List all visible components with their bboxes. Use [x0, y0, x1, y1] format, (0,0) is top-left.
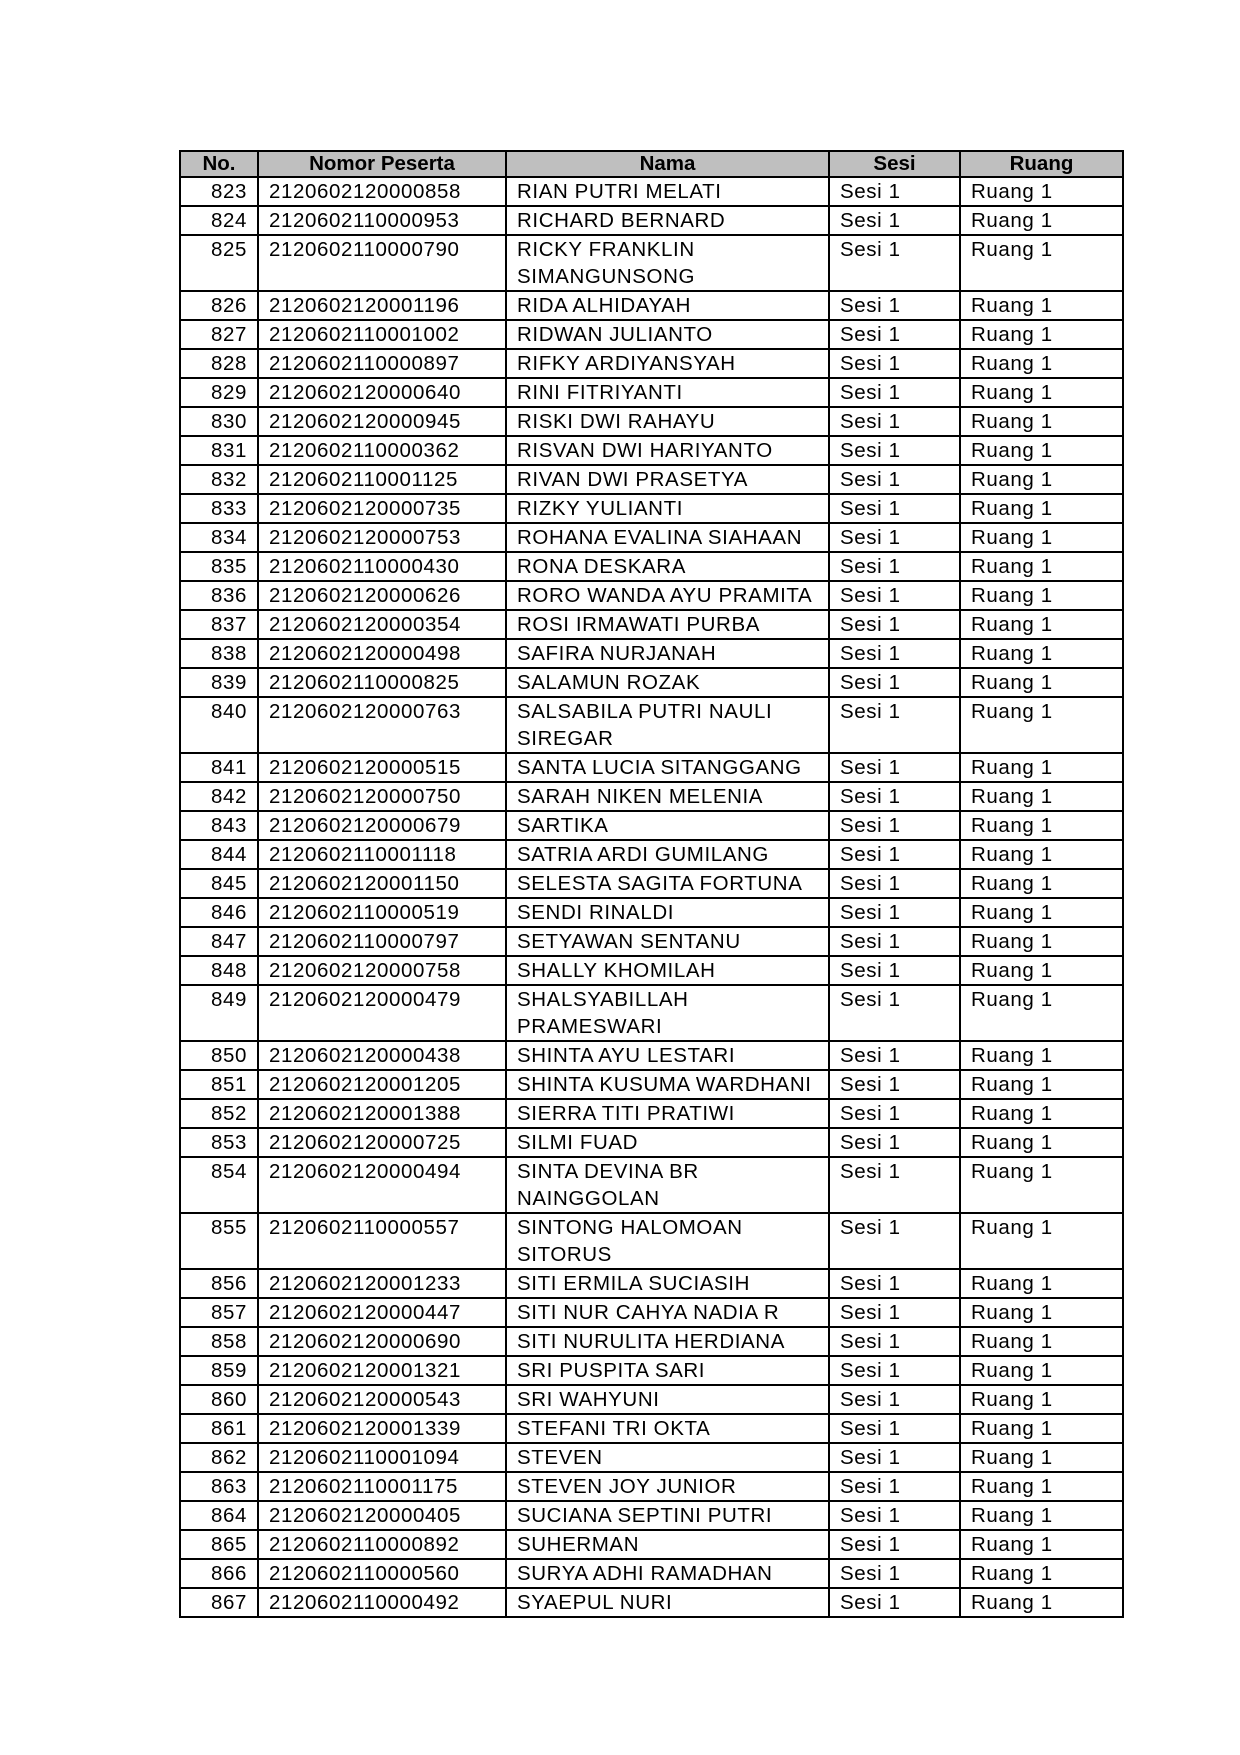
- cell-ruang: Ruang 1: [960, 610, 1123, 639]
- cell-nomor-peserta: 2120602120000640: [258, 378, 506, 407]
- cell-nama: SHALLY KHOMILAH: [506, 956, 829, 985]
- table-row: [180, 1472, 1123, 1501]
- cell-sesi: Sesi 1: [829, 1099, 960, 1128]
- cell-no: 860: [180, 1385, 258, 1414]
- cell-nomor-peserta: 2120602110000557: [258, 1213, 506, 1269]
- cell-sesi: Sesi 1: [829, 1128, 960, 1157]
- cell-ruang: Ruang 1: [960, 1501, 1123, 1530]
- cell-nama: RINI FITRIYANTI: [506, 378, 829, 407]
- cell-no: 844: [180, 840, 258, 869]
- cell-nama: SHINTA AYU LESTARI: [506, 1041, 829, 1070]
- cell-nama: SALSABILA PUTRI NAULI SIREGAR: [506, 697, 829, 753]
- cell-no: 827: [180, 320, 258, 349]
- table-row: [180, 1070, 1123, 1099]
- cell-no: 833: [180, 494, 258, 523]
- cell-sesi: Sesi 1: [829, 1443, 960, 1472]
- cell-no: 862: [180, 1443, 258, 1472]
- cell-sesi: Sesi 1: [829, 697, 960, 753]
- cell-no: 834: [180, 523, 258, 552]
- cell-ruang: Ruang 1: [960, 782, 1123, 811]
- cell-sesi: Sesi 1: [829, 1157, 960, 1213]
- cell-ruang: Ruang 1: [960, 869, 1123, 898]
- table-row: [180, 753, 1123, 782]
- cell-ruang: Ruang 1: [960, 1298, 1123, 1327]
- table-row: [180, 206, 1123, 235]
- table-row: [180, 1356, 1123, 1385]
- table-row: [180, 1269, 1123, 1298]
- table-row: [180, 697, 1123, 753]
- cell-no: 838: [180, 639, 258, 668]
- cell-ruang: Ruang 1: [960, 1530, 1123, 1559]
- cell-nomor-peserta: 2120602120001205: [258, 1070, 506, 1099]
- cell-nomor-peserta: 2120602120000750: [258, 782, 506, 811]
- cell-nomor-peserta: 2120602110000790: [258, 235, 506, 291]
- cell-nomor-peserta: 2120602120001196: [258, 291, 506, 320]
- cell-ruang: Ruang 1: [960, 1041, 1123, 1070]
- cell-sesi: Sesi 1: [829, 1041, 960, 1070]
- cell-nomor-peserta: 2120602110000897: [258, 349, 506, 378]
- cell-nomor-peserta: 2120602110000892: [258, 1530, 506, 1559]
- table-header: [180, 151, 1123, 177]
- cell-nama: SURYA ADHI RAMADHAN: [506, 1559, 829, 1588]
- cell-ruang: Ruang 1: [960, 581, 1123, 610]
- cell-nama: SILMI FUAD: [506, 1128, 829, 1157]
- cell-nama: SETYAWAN SENTANU: [506, 927, 829, 956]
- cell-nomor-peserta: 2120602120000438: [258, 1041, 506, 1070]
- table-row: [180, 1588, 1123, 1617]
- cell-nama: SIERRA TITI PRATIWI: [506, 1099, 829, 1128]
- cell-sesi: Sesi 1: [829, 668, 960, 697]
- cell-sesi: Sesi 1: [829, 1327, 960, 1356]
- cell-nama: STEVEN: [506, 1443, 829, 1472]
- cell-nama: SITI NUR CAHYA NADIA R: [506, 1298, 829, 1327]
- cell-ruang: Ruang 1: [960, 177, 1123, 206]
- cell-ruang: Ruang 1: [960, 1213, 1123, 1269]
- table-row: [180, 610, 1123, 639]
- cell-ruang: Ruang 1: [960, 1269, 1123, 1298]
- cell-ruang: Ruang 1: [960, 668, 1123, 697]
- cell-sesi: Sesi 1: [829, 1559, 960, 1588]
- cell-ruang: Ruang 1: [960, 956, 1123, 985]
- cell-nama: RIFKY ARDIYANSYAH: [506, 349, 829, 378]
- table-row: [180, 1327, 1123, 1356]
- cell-nomor-peserta: 2120602120000753: [258, 523, 506, 552]
- cell-ruang: Ruang 1: [960, 1414, 1123, 1443]
- header-sesi: Sesi: [829, 151, 960, 177]
- cell-sesi: Sesi 1: [829, 610, 960, 639]
- cell-no: 832: [180, 465, 258, 494]
- cell-no: 829: [180, 378, 258, 407]
- cell-no: 824: [180, 206, 258, 235]
- cell-nomor-peserta: 2120602110001118: [258, 840, 506, 869]
- cell-nama: SITI ERMILA SUCIASIH: [506, 1269, 829, 1298]
- cell-sesi: Sesi 1: [829, 1385, 960, 1414]
- cell-ruang: Ruang 1: [960, 349, 1123, 378]
- table-row: [180, 1041, 1123, 1070]
- cell-sesi: Sesi 1: [829, 869, 960, 898]
- cell-sesi: Sesi 1: [829, 811, 960, 840]
- cell-ruang: Ruang 1: [960, 407, 1123, 436]
- cell-no: 850: [180, 1041, 258, 1070]
- table-row: [180, 668, 1123, 697]
- cell-no: 864: [180, 1501, 258, 1530]
- cell-sesi: Sesi 1: [829, 523, 960, 552]
- cell-nama: SHALSYABILLAH PRAMESWARI: [506, 985, 829, 1041]
- header-no: No.: [180, 151, 258, 177]
- cell-sesi: Sesi 1: [829, 1269, 960, 1298]
- cell-no: 837: [180, 610, 258, 639]
- cell-nama: SELESTA SAGITA FORTUNA: [506, 869, 829, 898]
- cell-nama: SINTA DEVINA BR NAINGGOLAN: [506, 1157, 829, 1213]
- cell-sesi: Sesi 1: [829, 956, 960, 985]
- cell-no: 846: [180, 898, 258, 927]
- cell-no: 843: [180, 811, 258, 840]
- cell-sesi: Sesi 1: [829, 1356, 960, 1385]
- cell-no: 845: [180, 869, 258, 898]
- table-row: [180, 1298, 1123, 1327]
- cell-ruang: Ruang 1: [960, 1588, 1123, 1617]
- cell-nomor-peserta: 2120602120000945: [258, 407, 506, 436]
- cell-sesi: Sesi 1: [829, 177, 960, 206]
- header-nomor-peserta: Nomor Peserta: [258, 151, 506, 177]
- table-row: [180, 1414, 1123, 1443]
- cell-sesi: Sesi 1: [829, 1213, 960, 1269]
- cell-nama: SRI PUSPITA SARI: [506, 1356, 829, 1385]
- cell-ruang: Ruang 1: [960, 1443, 1123, 1472]
- table-row: [180, 465, 1123, 494]
- cell-sesi: Sesi 1: [829, 465, 960, 494]
- cell-nama: STEVEN JOY JUNIOR: [506, 1472, 829, 1501]
- cell-ruang: Ruang 1: [960, 753, 1123, 782]
- header-row: [180, 151, 1123, 177]
- cell-nama: RICHARD BERNARD: [506, 206, 829, 235]
- cell-nomor-peserta: 2120602110001175: [258, 1472, 506, 1501]
- cell-no: 856: [180, 1269, 258, 1298]
- cell-nama: RIDA ALHIDAYAH: [506, 291, 829, 320]
- cell-ruang: Ruang 1: [960, 1385, 1123, 1414]
- cell-nomor-peserta: 2120602110001094: [258, 1443, 506, 1472]
- cell-nama: SARAH NIKEN MELENIA: [506, 782, 829, 811]
- table-row: [180, 840, 1123, 869]
- cell-ruang: Ruang 1: [960, 1327, 1123, 1356]
- cell-nomor-peserta: 2120602120000690: [258, 1327, 506, 1356]
- cell-nomor-peserta: 2120602120000725: [258, 1128, 506, 1157]
- cell-nomor-peserta: 2120602120000679: [258, 811, 506, 840]
- cell-nomor-peserta: 2120602120001233: [258, 1269, 506, 1298]
- cell-ruang: Ruang 1: [960, 465, 1123, 494]
- cell-nomor-peserta: 2120602110000825: [258, 668, 506, 697]
- cell-no: 830: [180, 407, 258, 436]
- cell-ruang: Ruang 1: [960, 639, 1123, 668]
- cell-ruang: Ruang 1: [960, 840, 1123, 869]
- table-row: [180, 639, 1123, 668]
- cell-nomor-peserta: 2120602120000405: [258, 1501, 506, 1530]
- table-row: [180, 436, 1123, 465]
- cell-nomor-peserta: 2120602120000858: [258, 177, 506, 206]
- cell-nama: RICKY FRANKLIN SIMANGUNSONG: [506, 235, 829, 291]
- cell-no: 855: [180, 1213, 258, 1269]
- table-row: [180, 898, 1123, 927]
- table-row: [180, 320, 1123, 349]
- cell-nama: SAFIRA NURJANAH: [506, 639, 829, 668]
- cell-sesi: Sesi 1: [829, 840, 960, 869]
- table-row: [180, 291, 1123, 320]
- cell-no: 842: [180, 782, 258, 811]
- cell-nama: SARTIKA: [506, 811, 829, 840]
- cell-nomor-peserta: 2120602110000797: [258, 927, 506, 956]
- cell-nomor-peserta: 2120602110000953: [258, 206, 506, 235]
- cell-nomor-peserta: 2120602120000543: [258, 1385, 506, 1414]
- table-row: [180, 782, 1123, 811]
- cell-no: 847: [180, 927, 258, 956]
- table-row: [180, 1501, 1123, 1530]
- cell-nomor-peserta: 2120602110001125: [258, 465, 506, 494]
- cell-ruang: Ruang 1: [960, 985, 1123, 1041]
- table-row: [180, 1128, 1123, 1157]
- cell-no: 835: [180, 552, 258, 581]
- cell-ruang: Ruang 1: [960, 1157, 1123, 1213]
- cell-no: 853: [180, 1128, 258, 1157]
- cell-sesi: Sesi 1: [829, 436, 960, 465]
- table-row: [180, 177, 1123, 206]
- header-ruang: Ruang: [960, 151, 1123, 177]
- cell-nama: RONA DESKARA: [506, 552, 829, 581]
- cell-nama: RIZKY YULIANTI: [506, 494, 829, 523]
- cell-nama: STEFANI TRI OKTA: [506, 1414, 829, 1443]
- table-row: [180, 1385, 1123, 1414]
- cell-nama: RIVAN DWI PRASETYA: [506, 465, 829, 494]
- cell-sesi: Sesi 1: [829, 349, 960, 378]
- cell-ruang: Ruang 1: [960, 1070, 1123, 1099]
- cell-nomor-peserta: 2120602120000735: [258, 494, 506, 523]
- cell-nama: RIDWAN JULIANTO: [506, 320, 829, 349]
- cell-nomor-peserta: 2120602120000494: [258, 1157, 506, 1213]
- cell-sesi: Sesi 1: [829, 927, 960, 956]
- cell-nomor-peserta: 2120602120000515: [258, 753, 506, 782]
- cell-no: 840: [180, 697, 258, 753]
- cell-sesi: Sesi 1: [829, 235, 960, 291]
- table-row: [180, 811, 1123, 840]
- cell-nama: SITI NURULITA HERDIANA: [506, 1327, 829, 1356]
- cell-sesi: Sesi 1: [829, 1414, 960, 1443]
- cell-ruang: Ruang 1: [960, 1472, 1123, 1501]
- cell-nama: RISKI DWI RAHAYU: [506, 407, 829, 436]
- cell-sesi: Sesi 1: [829, 1530, 960, 1559]
- cell-nomor-peserta: 2120602120000763: [258, 697, 506, 753]
- table-row: [180, 1099, 1123, 1128]
- cell-nomor-peserta: 2120602120001339: [258, 1414, 506, 1443]
- cell-sesi: Sesi 1: [829, 320, 960, 349]
- cell-no: 848: [180, 956, 258, 985]
- cell-no: 836: [180, 581, 258, 610]
- cell-nama: ROSI IRMAWATI PURBA: [506, 610, 829, 639]
- cell-no: 825: [180, 235, 258, 291]
- table-row: [180, 1157, 1123, 1213]
- cell-ruang: Ruang 1: [960, 378, 1123, 407]
- cell-no: 823: [180, 177, 258, 206]
- cell-ruang: Ruang 1: [960, 320, 1123, 349]
- cell-ruang: Ruang 1: [960, 1128, 1123, 1157]
- cell-nomor-peserta: 2120602110000362: [258, 436, 506, 465]
- cell-ruang: Ruang 1: [960, 552, 1123, 581]
- cell-nama: RISVAN DWI HARIYANTO: [506, 436, 829, 465]
- cell-no: 826: [180, 291, 258, 320]
- cell-no: 857: [180, 1298, 258, 1327]
- cell-sesi: Sesi 1: [829, 1298, 960, 1327]
- table-row: [180, 985, 1123, 1041]
- cell-nomor-peserta: 2120602120000447: [258, 1298, 506, 1327]
- cell-ruang: Ruang 1: [960, 927, 1123, 956]
- cell-sesi: Sesi 1: [829, 552, 960, 581]
- cell-ruang: Ruang 1: [960, 1356, 1123, 1385]
- cell-no: 839: [180, 668, 258, 697]
- cell-nama: SINTONG HALOMOAN SITORUS: [506, 1213, 829, 1269]
- table-row: [180, 927, 1123, 956]
- cell-nama: SENDI RINALDI: [506, 898, 829, 927]
- participant-table: [179, 150, 1124, 1618]
- cell-ruang: Ruang 1: [960, 436, 1123, 465]
- cell-nama: SHINTA KUSUMA WARDHANI: [506, 1070, 829, 1099]
- cell-nama: SUHERMAN: [506, 1530, 829, 1559]
- cell-nama: SRI WAHYUNI: [506, 1385, 829, 1414]
- cell-sesi: Sesi 1: [829, 407, 960, 436]
- cell-ruang: Ruang 1: [960, 898, 1123, 927]
- cell-nama: SALAMUN ROZAK: [506, 668, 829, 697]
- cell-ruang: Ruang 1: [960, 1559, 1123, 1588]
- table-row: [180, 552, 1123, 581]
- cell-no: 831: [180, 436, 258, 465]
- cell-no: 866: [180, 1559, 258, 1588]
- cell-nama: RIAN PUTRI MELATI: [506, 177, 829, 206]
- table-row: [180, 1213, 1123, 1269]
- cell-nama: SUCIANA SEPTINI PUTRI: [506, 1501, 829, 1530]
- cell-nomor-peserta: 2120602110001002: [258, 320, 506, 349]
- cell-no: 867: [180, 1588, 258, 1617]
- table-row: [180, 581, 1123, 610]
- cell-nama: ROHANA EVALINA SIAHAAN: [506, 523, 829, 552]
- cell-nomor-peserta: 2120602120000626: [258, 581, 506, 610]
- cell-no: 865: [180, 1530, 258, 1559]
- cell-nama: SYAEPUL NURI: [506, 1588, 829, 1617]
- table-row: [180, 1530, 1123, 1559]
- table-row: [180, 1559, 1123, 1588]
- cell-ruang: Ruang 1: [960, 1099, 1123, 1128]
- cell-sesi: Sesi 1: [829, 1501, 960, 1530]
- table-row: [180, 235, 1123, 291]
- cell-no: 861: [180, 1414, 258, 1443]
- cell-sesi: Sesi 1: [829, 291, 960, 320]
- table-body: [180, 177, 1123, 1617]
- cell-no: 858: [180, 1327, 258, 1356]
- cell-sesi: Sesi 1: [829, 206, 960, 235]
- cell-ruang: Ruang 1: [960, 291, 1123, 320]
- cell-ruang: Ruang 1: [960, 206, 1123, 235]
- table-row: [180, 1443, 1123, 1472]
- cell-no: 849: [180, 985, 258, 1041]
- cell-no: 863: [180, 1472, 258, 1501]
- cell-nama: SATRIA ARDI GUMILANG: [506, 840, 829, 869]
- cell-no: 859: [180, 1356, 258, 1385]
- cell-sesi: Sesi 1: [829, 782, 960, 811]
- cell-nomor-peserta: 2120602120001388: [258, 1099, 506, 1128]
- cell-nomor-peserta: 2120602120000758: [258, 956, 506, 985]
- cell-ruang: Ruang 1: [960, 811, 1123, 840]
- cell-nama: SANTA LUCIA SITANGGANG: [506, 753, 829, 782]
- cell-nomor-peserta: 2120602110000492: [258, 1588, 506, 1617]
- table-row: [180, 869, 1123, 898]
- header-nama: Nama: [506, 151, 829, 177]
- table-row: [180, 407, 1123, 436]
- cell-nomor-peserta: 2120602120000354: [258, 610, 506, 639]
- cell-sesi: Sesi 1: [829, 494, 960, 523]
- cell-ruang: Ruang 1: [960, 494, 1123, 523]
- cell-nomor-peserta: 2120602120001321: [258, 1356, 506, 1385]
- cell-sesi: Sesi 1: [829, 639, 960, 668]
- cell-sesi: Sesi 1: [829, 1070, 960, 1099]
- cell-nomor-peserta: 2120602120000479: [258, 985, 506, 1041]
- cell-no: 854: [180, 1157, 258, 1213]
- cell-sesi: Sesi 1: [829, 753, 960, 782]
- cell-ruang: Ruang 1: [960, 235, 1123, 291]
- cell-sesi: Sesi 1: [829, 1588, 960, 1617]
- cell-no: 841: [180, 753, 258, 782]
- cell-no: 828: [180, 349, 258, 378]
- table-row: [180, 956, 1123, 985]
- cell-nomor-peserta: 2120602110000519: [258, 898, 506, 927]
- cell-sesi: Sesi 1: [829, 985, 960, 1041]
- cell-sesi: Sesi 1: [829, 898, 960, 927]
- table-row: [180, 349, 1123, 378]
- cell-ruang: Ruang 1: [960, 697, 1123, 753]
- cell-sesi: Sesi 1: [829, 378, 960, 407]
- cell-no: 851: [180, 1070, 258, 1099]
- cell-ruang: Ruang 1: [960, 523, 1123, 552]
- cell-nama: RORO WANDA AYU PRAMITA: [506, 581, 829, 610]
- table-row: [180, 494, 1123, 523]
- cell-nomor-peserta: 2120602120000498: [258, 639, 506, 668]
- table-row: [180, 378, 1123, 407]
- cell-sesi: Sesi 1: [829, 581, 960, 610]
- cell-nomor-peserta: 2120602110000560: [258, 1559, 506, 1588]
- cell-no: 852: [180, 1099, 258, 1128]
- cell-sesi: Sesi 1: [829, 1472, 960, 1501]
- table-row: [180, 523, 1123, 552]
- cell-nomor-peserta: 2120602120001150: [258, 869, 506, 898]
- cell-nomor-peserta: 2120602110000430: [258, 552, 506, 581]
